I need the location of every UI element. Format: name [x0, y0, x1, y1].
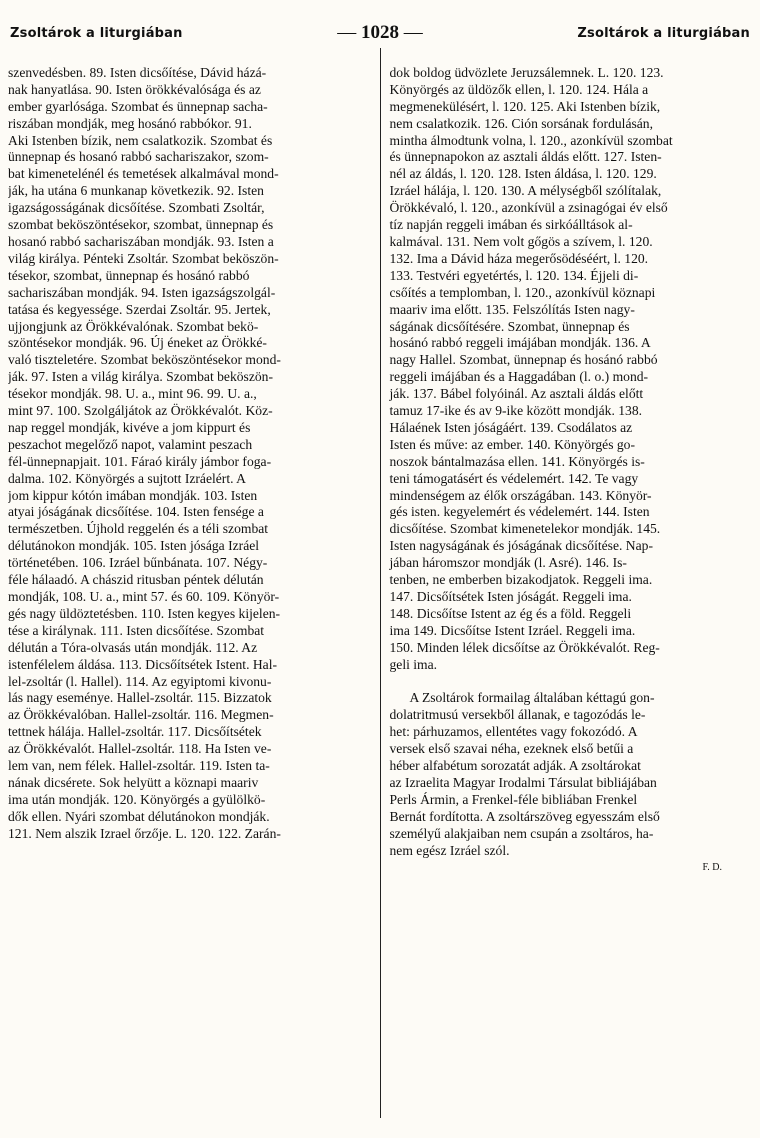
running-title-right: Zsoltárok a liturgiában	[577, 25, 750, 41]
right-column	[381, 48, 753, 1118]
left-column-text: szenvedésben. 89. Isten dicsőítése, Dávid házá- nak hanyatlása. 90. Isten örökkévalósága és az ember gyarlósága. Szombat és ünnepnap sacha- riszában mondják, meg hosánó rabbókor. 91. Aki Istenben bízik, nem csalatkozik. Szombat és ünnepnap és hosanó rabbó sachariszakor, szom- bat kimenetelénél és temetések alkalmával mond- ják, ha utána 6 munkanap következik. 92. Isten igazságosságának dicsőítése. Szombati Zsoltár, szombat beköszöntésekor, szombat, ünnepnap és hosanó rabbó sachariszában mondják. 93. Isten a világ királya. Pénteki Zsoltár. Szombat beköszön- tésekor, szombat, ünnepnap és hosánó rabbó sachariszában mondják. 94. Isten igazságszolgál- tatása és kegyessége. Szerdai Zsoltár. 95. Jertek, ujjongjunk az Örökkévalónak. Szombat bekö- szöntésekor mondják. 96. Új éneket az Örökké- való tiszteletére. Szombat beköszöntésekor mond- ják. 97. Isten a világ királya. Szombat beköszön- tésekor mondják. 98. U. a., mint 96. 99. U. a., mint 97. 100. Szolgáljátok az Örökkévalót. Köz- nap reggel mondják, kivéve a jom kippurt és peszachot megelőző napot, valamint peszach fél-ünnepnapjait. 101. Fáraó király jámbor foga- dalma. 102. Könyörgés a sujtott Izráelért. A jom kippur kótón imában mondják. 103. Isten atyai jóságának dicsőítése. 104. Isten fensége a természetben. Újhold reggelén és a téli szombat délutánokon mondják. 105. Isten jósága Izráel történetében. 106. Izráel bűnbánata. 107. Négy- féle hálaadó. A chászid ritusban péntek délután mondják, 108. U. a., mint 57. és 60. 109. Könyör- gés nagy üldöztetésben. 110. Isten kegyes kijelen- tése a királynak. 111. Isten dicsőítése. Szombat délután a Tóra-olvasás után mondják. 112. Az istenfélelem áldása. 113. Dicsőítsétek Istent. Hal- lel-zsoltár (l. Hallel). 114. Az egyiptomi kivonu- lás nagy eseménye. Hallel-zsoltár. 115. Bizzatok az Örökkévalóban. Hallel-zsoltár. 116. Megmen- tettnek hálája. Hallel-zsoltár. 117. Dicsőítsétek az Örökkévalót. Hallel-zsoltár. 118. Ha Isten ve- lem van, nem félek. Hallel-zsoltár. 119. Isten ta- nának dicsérete. Sok helyütt a köznapi maariv ima után mondják. 120. Könyörgés a gyülölkö- dők ellen. Nyári szombat délutánokon mondják. 121. Nem alszik Izrael őrzője. L. 120. 122. Zarán-	[8, 64, 281, 841]
left-column	[8, 48, 381, 1118]
text-columns	[8, 48, 752, 1118]
right-column-text-2: A Zsoltárok formailag általában kéttagú gon- dolatritmusú versekből állanak, e tagozódás le- het: párhuzamos, ellentétes vagy fokozódó. A versek első szavai néha, ezeknek első betűi a héber alfabétum sorozatát adják. A zsoltárokat az Izraelita Magyar Irodalmi Társulat bibliájában Perls Ármin, a Frenkel-féle bibliában Frenkel Bernát fordította. A zsoltárszöveg egyesszám első személyű alakjaiban nem csupán a zsoltáros, ha- nem egész Izráel szól.	[389, 690, 660, 858]
page-number: — 1028 —	[337, 22, 423, 44]
author-signature: F. D.	[702, 862, 722, 874]
page-header	[10, 22, 750, 44]
running-title-left: Zsoltárok a liturgiában	[10, 25, 183, 41]
right-column-text-1: dok boldog üdvözlete Jeruzsálemnek. L. 120. 123. Könyörgés az üldözők ellen, l. 120. 124. Hála a megmenekülésért, l. 120. 125. Aki Istenben bízik, nem csalatkozik. 126. Ción sorsának fordulásán, mintha álmodtunk volna, l. 120., azonkívül szombat és ünnepnapokon az asztali áldás előtt. 127. Isten- nél az áldás, l. 120. 128. Isten áldása, l. 120. 129. Izráel hálája, l. 120. 130. A mélységből szólítalak, Örökkévaló, l. 120., azonkívül a zsinagógai év első tíz napján reggeli imában és sirkóálltások al- kalmával. 131. Nem volt gőgös a szívem, l. 120. 132. Ima a Dávid háza megerősödéséért, l. 120. 133. Testvéri egyetértés, l. 120. 134. Éjjeli di- csőítés a templomban, l. 120., azonkívül köznapi maariv ima előtt. 135. Felszólítás Isten nagy- ságának dicsőítésére. Szombat, ünnepnap és hosánó rabbó reggeli imájában mondják. 136. A nagy Hallel. Szombat, ünnepnap és hosánó rabbó reggeli imájában és a Haggadában (l. o.) mond- ják. 137. Bábel folyóinál. Az asztali áldás előtt tamuz 17-ike és av 9-ike között mondják. 138. Hálaének Isten jóságáért. 139. Csodálatos az Isten és műve: az ember. 140. Könyörgés go- noszok bántalmazása ellen. 141. Könyörgés is- teni támogatásért és védelemért. 142. Te vagy mindenségem az élők országában. 143. Könyör- gés isten. kegyelemért és védelemért. 144. Isten dicsőítése. Szombat kimenetelekor mondják. 145. Isten nagyságának és jóságának dicsőítése. Nap- jában háromszor mondják (l. Asré). 146. Is- tenben, ne emberben bizakodjatok. Reggeli ima. 147. Dicsőítsétek Isten jóságát. Reggeli ima. 148. Dicsőítse Istent az ég és a föld. Reggeli ima 149. Dicsőítse Istent Izráel. Reggeli ima. 150. Minden lélek dicsőítse az Örökkévalót. Reg- geli ima.	[389, 64, 673, 672]
